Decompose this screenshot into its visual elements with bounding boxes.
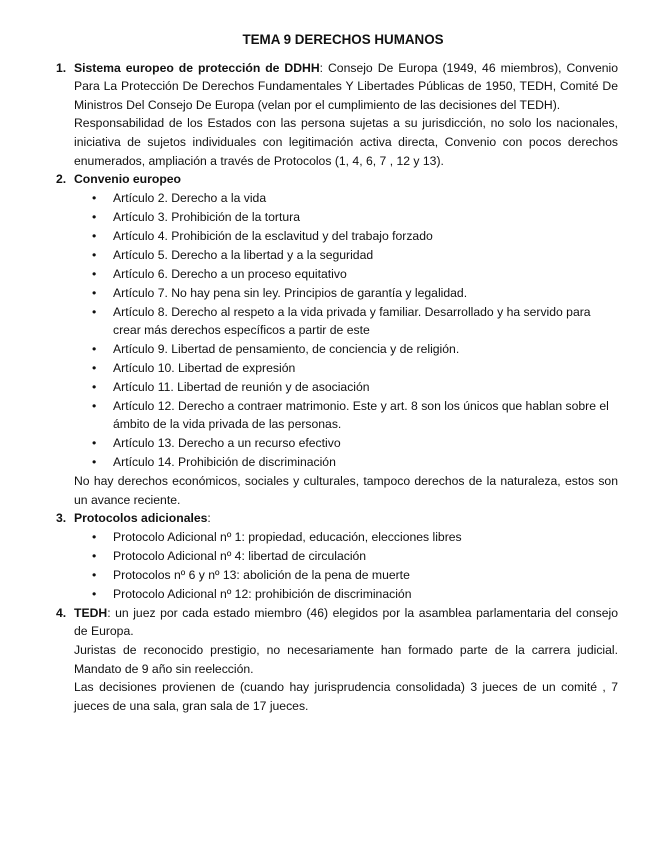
protocol-item [74,528,618,547]
article-item [74,265,618,284]
section-number: 1. [56,60,67,75]
article-item [74,303,618,340]
section-number: 4. [56,605,67,620]
section-footer: No hay derechos económicos, sociales y culturales, tampoco derechos de la naturaleza, estos son un avance reciente. [74,474,618,507]
bullet-icon: • [92,398,97,413]
article-list [74,189,618,471]
article-item [74,453,618,472]
list-item-text: Artículo 6. Derecho a un proceso equitativo [113,266,347,281]
bullet-icon: • [92,247,97,262]
list-item-text: Protocolo Adicional nº 12: prohibición de discriminación [113,586,412,601]
section-title-line [74,509,618,528]
section-2 [56,170,618,509]
protocol-item [74,566,618,585]
article-item [74,434,618,453]
section-heading: Protocolos adicionales [74,511,208,526]
article-item [74,397,618,434]
list-item-text: Protocolo Adicional nº 1: propiedad, educación, elecciones libres [113,530,462,545]
bullet-icon: • [92,229,97,244]
bullet-icon: • [92,191,97,206]
list-item-text: Artículo 12. Derecho a contraer matrimonio. Este y art. 8 son los únicos que hablan sobre el ámbito de la vida privada de las personas. [113,398,609,432]
protocol-item [74,547,618,566]
list-item-text: Protocolo Adicional nº 4: libertad de circulación [113,549,367,564]
list-item-text: Artículo 2. Derecho a la vida [113,191,267,206]
section-heading: Sistema europeo de protección de DDHH [74,60,320,75]
article-item [74,340,618,359]
bullet-icon: • [92,530,97,545]
list-item-text: Artículo 9. Libertad de pensamiento, de conciencia y de religión. [113,342,460,357]
section-paragraph [74,604,618,641]
list-item-text: Artículo 11. Libertad de reunión y de asociación [113,379,370,394]
article-item [74,359,618,378]
protocol-list [74,528,618,603]
list-item-text: Artículo 3. Prohibición de la tortura [113,210,300,225]
section-1 [56,59,618,171]
protocol-item [74,585,618,604]
list-item-text: Artículo 5. Derecho a la libertad y a la seguridad [113,247,374,262]
bullet-icon: • [92,210,97,225]
list-item-text: Artículo 13. Derecho a un recurso efectivo [113,436,341,451]
list-item-text: Protocolos nº 6 y nº 13: abolición de la pena de muerte [113,568,410,583]
section-paragraph: Las decisiones provienen de (cuando hay jurisprudencia consolidada) 3 jueces de un comité , 7 jueces de una sala, gran sala de 17 jueces. [74,680,618,713]
list-item-text: Artículo 4. Prohibición de la esclavitud y del trabajo forzado [113,229,433,244]
section-colon: : [207,511,211,526]
article-item [74,284,618,303]
bullet-icon: • [92,360,97,375]
bullet-icon: • [92,379,97,394]
section-heading: Convenio europeo [74,172,181,187]
section-paragraph [74,59,618,115]
section-heading: TEDH [74,605,108,620]
section-text: : un juez por cada estado miembro (46) elegidos por la asamblea parlamentaria del consejo de Europa. [74,605,618,639]
section-text: : Consejo De Europa (1949, 46 miembros), Convenio Para La Protección De Derechos Fundamentales Y Libertades Públicas de 1950, TEDH, Comité De Ministros Del Consejo De Europa (velan por el cumplimiento de las decisiones del TEDH). [74,60,618,112]
article-item [74,208,618,227]
article-item [74,227,618,246]
bullet-icon: • [92,304,97,319]
page-title: TEMA 9 DERECHOS HUMANOS [242,32,444,47]
section-3 [56,509,618,603]
list-item-text: Artículo 7. No hay pena sin ley. Principios de garantía y legalidad. [113,285,468,300]
section-paragraph: Responsabilidad de los Estados con las persona sujetas a su jurisdicción, no solo los nacionales, iniciativa de sujetos individuales con legitimación activa directa, Convenio con pocos derechos enumerados, ampliación a través de Protocolos (1, 4, 6, 7 , 12 y 13). [74,116,618,168]
article-item [74,246,618,265]
article-item [74,189,618,208]
section-4 [56,604,618,716]
article-item [74,378,618,397]
list-item-text: Artículo 10. Libertad de expresión [113,360,296,375]
bullet-icon: • [92,568,97,583]
bullet-icon: • [92,342,97,357]
bullet-icon: • [92,455,97,470]
sections-list [56,59,618,716]
bullet-icon: • [92,549,97,564]
list-item-text: Artículo 14. Prohibición de discriminación [113,455,336,470]
bullet-icon: • [92,436,97,451]
bullet-icon: • [92,285,97,300]
section-paragraph: Juristas de reconocido prestigio, no necesariamente han formado parte de la carrera judicial. Mandato de 9 año sin reelección. [74,643,618,676]
list-item-text: Artículo 8. Derecho al respeto a la vida privada y familiar. Desarrollado y ha servido para crear más derechos específicos a partir de este [113,304,591,338]
section-number: 3. [56,511,67,526]
bullet-icon: • [92,266,97,281]
bullet-icon: • [92,586,97,601]
section-number: 2. [56,172,67,187]
